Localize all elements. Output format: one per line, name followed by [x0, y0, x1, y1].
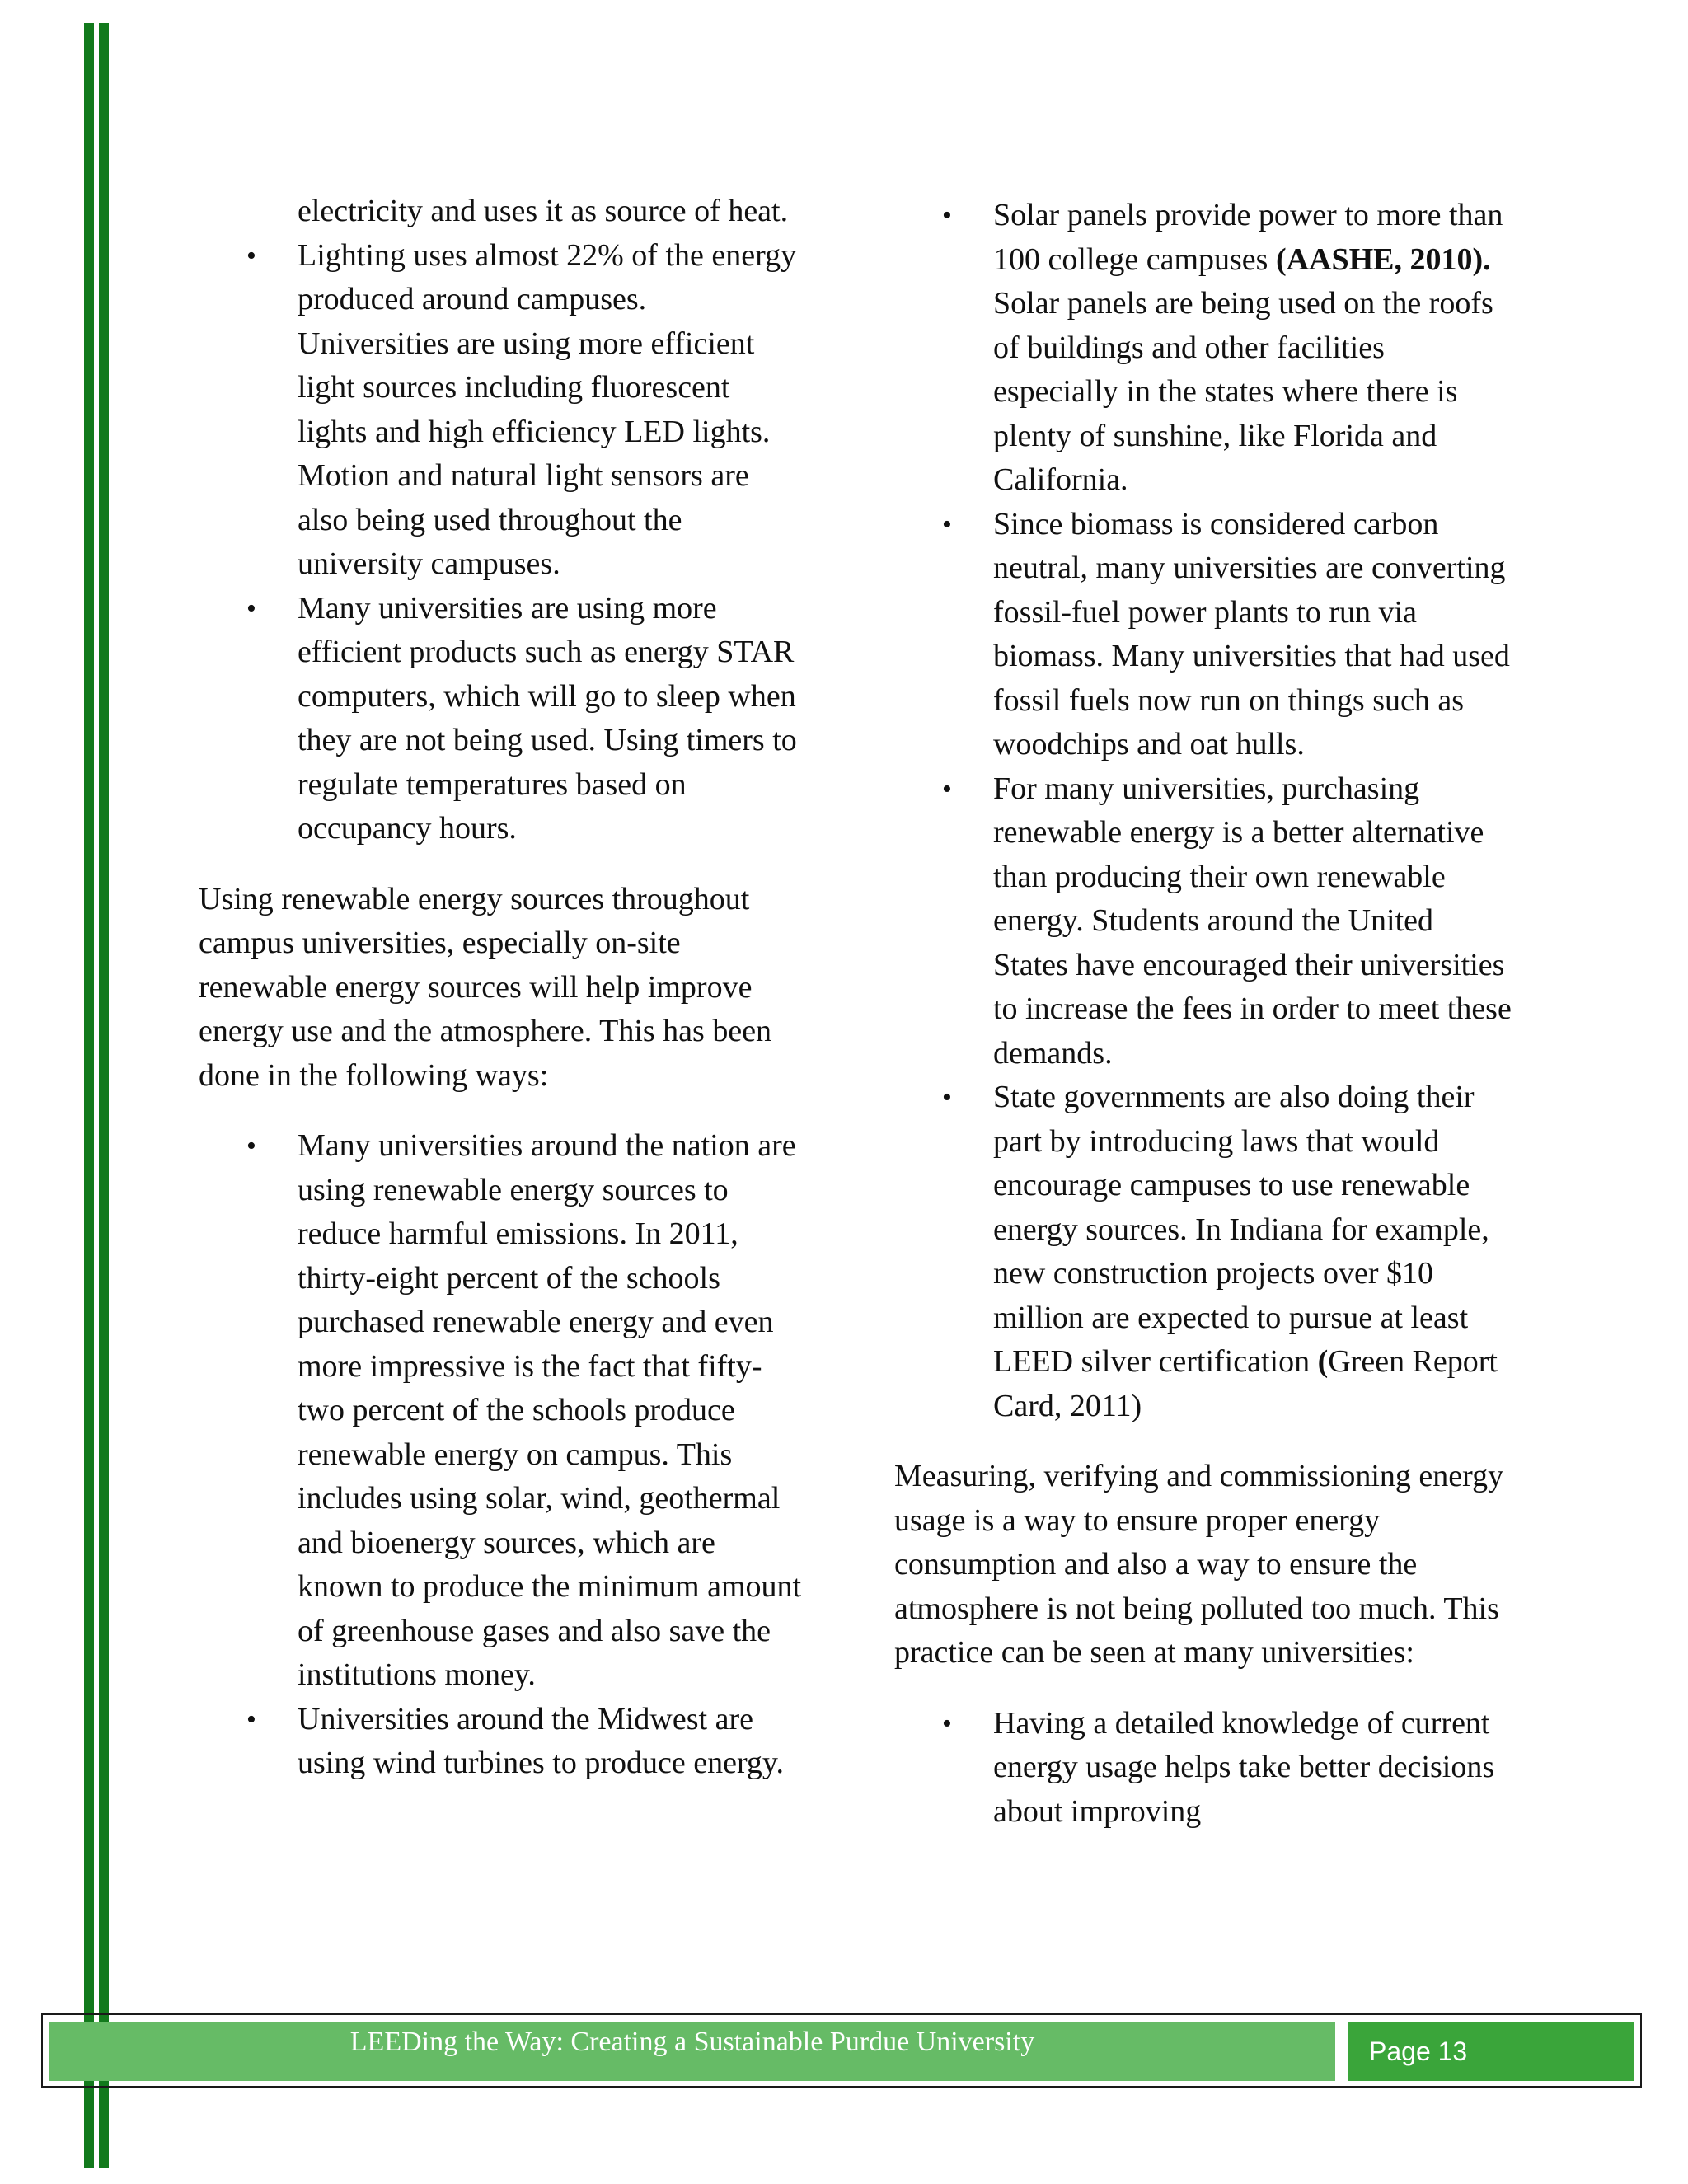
right-column — [894, 190, 1512, 1834]
list-item: • State governments are also doing their part by introducing laws that would encourage campuses to use renewable energy sources. In Indiana for example, new construction projects over $10 million are expected to pursue at least LEED silver certification (Green Report Card, 2011) — [894, 1076, 1512, 1428]
bullet-icon: • — [246, 593, 256, 624]
bullet-icon: • — [942, 509, 952, 540]
bullet-icon: • — [246, 1131, 256, 1161]
list-item: • Many universities are using more efficient products such as energy STAR computers, which will go to sleep when they are not being used. Using timers to regulate temperatures based on occupancy hours. — [199, 587, 804, 851]
bullet-list-sources — [894, 194, 1512, 1428]
list-item: • Having a detailed knowledge of current energy usage helps take better decisions about improving — [894, 1702, 1512, 1835]
bullet-icon: • — [942, 1082, 952, 1113]
bullet-list-efficiency — [199, 234, 804, 851]
list-item: • Lighting uses almost 22% of the energy produced around campuses. Universities are using more efficient light sources including fluorescent lights and high efficiency LED lights. Motion and natural light sensors are also being used throughout the university campuses. — [199, 234, 804, 587]
bullet-list-renewable — [199, 1124, 804, 1786]
measuring-paragraph: Measuring, verifying and commissioning energy usage is a way to ensure proper energy consumption and also a way to ensure the atmosphere is not being polluted too much. This practice can be seen at many universities: — [894, 1459, 1504, 1670]
bullet-icon: • — [246, 240, 256, 271]
list-item: • For many universities, purchasing renewable energy is a better alternative than producing their own renewable energy. Students around the United States have encouraged their universities to increase the fees in order to meet these demands. — [894, 767, 1512, 1076]
citation: (AASHE, 2010). — [1275, 241, 1491, 277]
list-item: • Since biomass is considered carbon neutral, many universities are converting fossil-fuel power plants to run via biomass. Many universities that had used fossil fuels now run on things such as woodchips and oat hulls. — [894, 503, 1512, 767]
footer-title: LEEDing the Way: Creating a Sustainable Purdue University — [49, 2022, 1335, 2081]
left-border-stripe-outer — [84, 23, 94, 2168]
bullet-icon: • — [942, 1708, 952, 1739]
continuation-text: electricity and uses it as source of heat. — [298, 194, 789, 228]
bullet-icon: • — [246, 1704, 256, 1735]
bullet-icon: • — [942, 200, 952, 231]
bullet-list-measuring — [894, 1702, 1512, 1835]
list-item: • Solar panels provide power to more than 100 college campuses (AASHE, 2010). Solar panels are being used on the roofs of buildings and other facilities especially in the states where there is plenty of sunshine, like Florida and California. — [894, 194, 1512, 503]
left-border-stripe-inner — [99, 23, 109, 2168]
list-item: • Universities around the Midwest are using wind turbines to produce energy. — [199, 1698, 804, 1786]
left-column — [199, 190, 804, 1786]
page-number: Page 13 — [1348, 2022, 1634, 2081]
bullet-icon: • — [942, 773, 952, 804]
renewable-paragraph: Using renewable energy sources throughout campus universities, especially on-site renewable energy sources will help improve energy use and the atmosphere. This has been done in the following ways: — [199, 881, 772, 1093]
list-item: • Many universities around the nation are using renewable energy sources to reduce harmful emissions. In 2011, thirty-eight percent of the schools purchased renewable energy and even more impressive is the fact that fifty-two percent of the schools produce renewable energy on campus. This includes using solar, wind, geothermal and bioenergy sources, which are known to produce the minimum amount of greenhouse gases and also save the institutions money. — [199, 1124, 804, 1698]
